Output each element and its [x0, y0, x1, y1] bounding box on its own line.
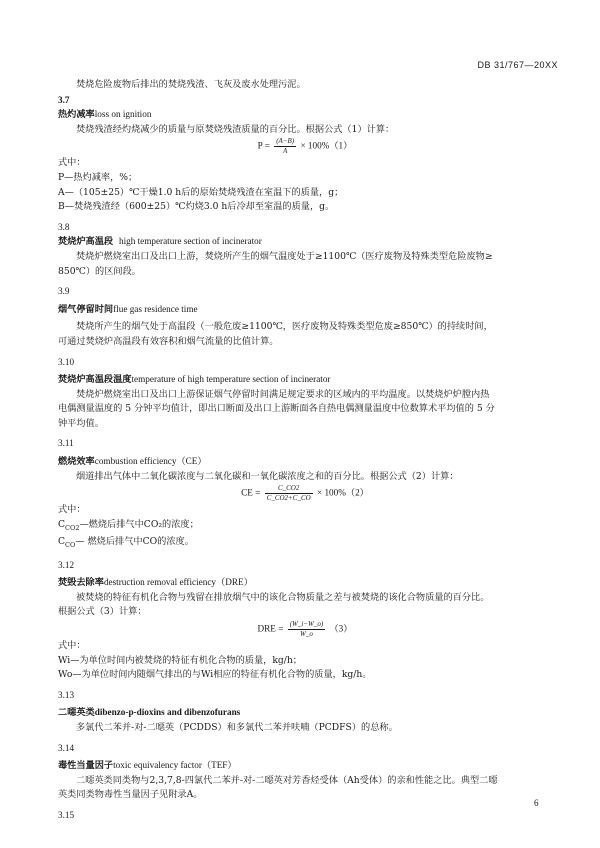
section-number: 3.12	[58, 559, 75, 570]
term-cn: 毒性当量因子	[58, 760, 114, 772]
definition-line: 被焚烧的特征有机化合物与残留在排放烟气中的该化合物质量之差与被焚烧的该化合物质量的百分比。	[76, 591, 490, 603]
definition-line: 可通过焚烧炉高温段有效容积和烟气流量的比值计算。	[58, 335, 279, 347]
formula-denominator: A	[283, 147, 288, 156]
term-en: destruction removal efficiency（DRE）	[103, 577, 253, 588]
definition: 烟道排出气体中二氧化碳浓度与二氧化碳和一氧化碳浓度之和的百分比。根据公式（2）计算：	[76, 470, 459, 482]
page-header-doc-id: DB 31/767—20XX	[477, 60, 558, 70]
definition-line: 焚烧炉燃烧室出口及出口上游，焚烧所产生的烟气温度处于≥1100℃（医疗废物及特殊类型危险废物≥	[76, 250, 493, 262]
term-heading	[58, 454, 552, 470]
var-subscript: CO2	[65, 523, 80, 532]
term-heading	[58, 107, 552, 123]
variable-def	[58, 518, 552, 535]
term-en: toxic equivalency factor（TEF）	[113, 760, 237, 771]
formula-rhs: × 100%（1）	[300, 140, 353, 151]
paragraph: 焚烧危险废物后排出的焚烧残渣、飞灰及废水处理污泥。	[76, 79, 306, 90]
formula-numerator: C_CO2	[265, 484, 313, 494]
term-heading	[58, 705, 552, 721]
formula-denominator: W_o	[300, 630, 313, 639]
variable-def: A—（105±25）℃干燥1.0 h后的原始焚烧残渣在室温下的质量，g；	[58, 186, 344, 198]
term-en: loss on ignition	[94, 109, 152, 120]
term-en: dibenzo-p-dioxins and dibenzofurans	[94, 707, 241, 718]
section-number: 3.10	[58, 356, 75, 367]
var-symbol: C	[58, 536, 66, 548]
term-cn: 热灼减率	[58, 109, 95, 121]
term-en: flue gas residence time	[113, 303, 198, 314]
term-heading	[58, 234, 552, 250]
term-heading	[58, 575, 552, 591]
section-number: 3.13	[58, 689, 75, 700]
variable-def: B—焚烧残渣经（600±25）℃灼烧3.0 h后冷却至室温的质量，g。	[58, 201, 335, 213]
term-heading	[58, 302, 552, 318]
where-label: 式中：	[58, 640, 86, 652]
formula-lhs: CE =	[241, 487, 261, 498]
definition-line: 根据公式（3）计算：	[58, 606, 147, 618]
var-subscript: CO	[65, 541, 76, 550]
section-number: 3.14	[58, 742, 75, 753]
definition-line: 钟平均值。	[58, 417, 104, 429]
variable-def: Wi—为单位时间内被焚烧的特征有机化合物的质量，kg/h；	[58, 654, 302, 666]
document-body	[58, 78, 552, 823]
var-symbol: C	[58, 518, 66, 530]
term-en: combustion efficiency（CE）	[94, 456, 207, 467]
variable-def: P—热灼减率，%；	[58, 171, 138, 183]
formula-lhs: DRE =	[257, 623, 284, 634]
formula-fraction	[265, 484, 313, 503]
definition-line: 电偶测量温度的 5 分钟平均值计，即出口断面及出口上游断面各自热电偶测量温度中位数算术平均值的 5 分	[58, 403, 495, 415]
section-number: 3.9	[58, 286, 70, 297]
definition: 多氯代二苯并-对-二噁英（PCDDS）和多氯代二苯并呋喃（PCDFS）的总称。	[76, 722, 398, 734]
variable-def	[58, 535, 552, 552]
section-number: 3.15	[58, 810, 75, 820]
definition-line: 850℃）的区间段。	[58, 265, 141, 277]
section-number: 3.11	[58, 438, 74, 449]
term-heading	[58, 758, 552, 774]
definition-line: 焚烧所产生的烟气处于高温段（一般危废≥1100℃，医疗废物及特殊类型危废≥850℃）的持续时间，	[76, 321, 493, 333]
term-cn: 烟气停留时间	[58, 303, 114, 315]
formula-fraction	[274, 137, 296, 156]
formula-numerator: (A−B)	[276, 137, 295, 146]
term-cn: 燃烧效率	[58, 456, 95, 468]
var-text: —燃烧后排气中CO₂的浓度；	[79, 518, 199, 530]
term-en: high temperature section of incinerator	[118, 236, 262, 247]
term-cn: 焚毁去除率	[58, 577, 104, 589]
definition: 焚烧残渣经灼烧减少的质量与原焚烧残渣质量的百分比。根据公式（1）计算：	[76, 123, 395, 135]
formula-3	[58, 620, 552, 639]
term-cn: 二噁英类	[58, 707, 95, 719]
page-number: 6	[534, 798, 539, 808]
formula-denominator: C_CO2+C_CO	[266, 494, 311, 503]
term-cn: 焚烧炉高温段	[58, 236, 114, 248]
definition-line: 焚烧炉燃烧室出口及出口上游保证烟气停留时间满足规定要求的区域内的平均温度。以焚烧炉炉膛内热	[76, 388, 490, 400]
formula-1	[58, 137, 552, 156]
formula-rhs: × 100%（2）	[316, 487, 369, 498]
formula-fraction	[288, 620, 326, 639]
where-label: 式中：	[58, 157, 86, 169]
term-cn: 焚烧炉高温段温度	[58, 374, 132, 386]
term-heading	[58, 372, 552, 388]
formula-numerator: (W_i−W_o)	[289, 620, 324, 629]
section-number: 3.8	[58, 221, 70, 232]
section-number: 3.7	[58, 94, 70, 105]
var-text: — 燃烧后排气中CO的浓度。	[75, 536, 194, 548]
formula-lhs: P =	[257, 140, 270, 151]
variable-def: Wo—为单位时间内随烟气排出的与Wi相应的特征有机化合物的质量，kg/h。	[58, 669, 372, 681]
term-en: temperature of high temperature section of incinerator	[131, 374, 331, 385]
definition-line: 二噁英类同类物与2,3,7,8-四氯代二苯并-对-二噁英对芳香烃受体（Ah受体）的亲和性能之比。典型二噁	[76, 774, 498, 786]
formula-2	[58, 484, 552, 503]
where-label: 式中：	[58, 504, 86, 516]
definition-line: 英类同类物毒性当量因子见附录A。	[58, 789, 203, 801]
formula-rhs: （3）	[329, 623, 353, 634]
